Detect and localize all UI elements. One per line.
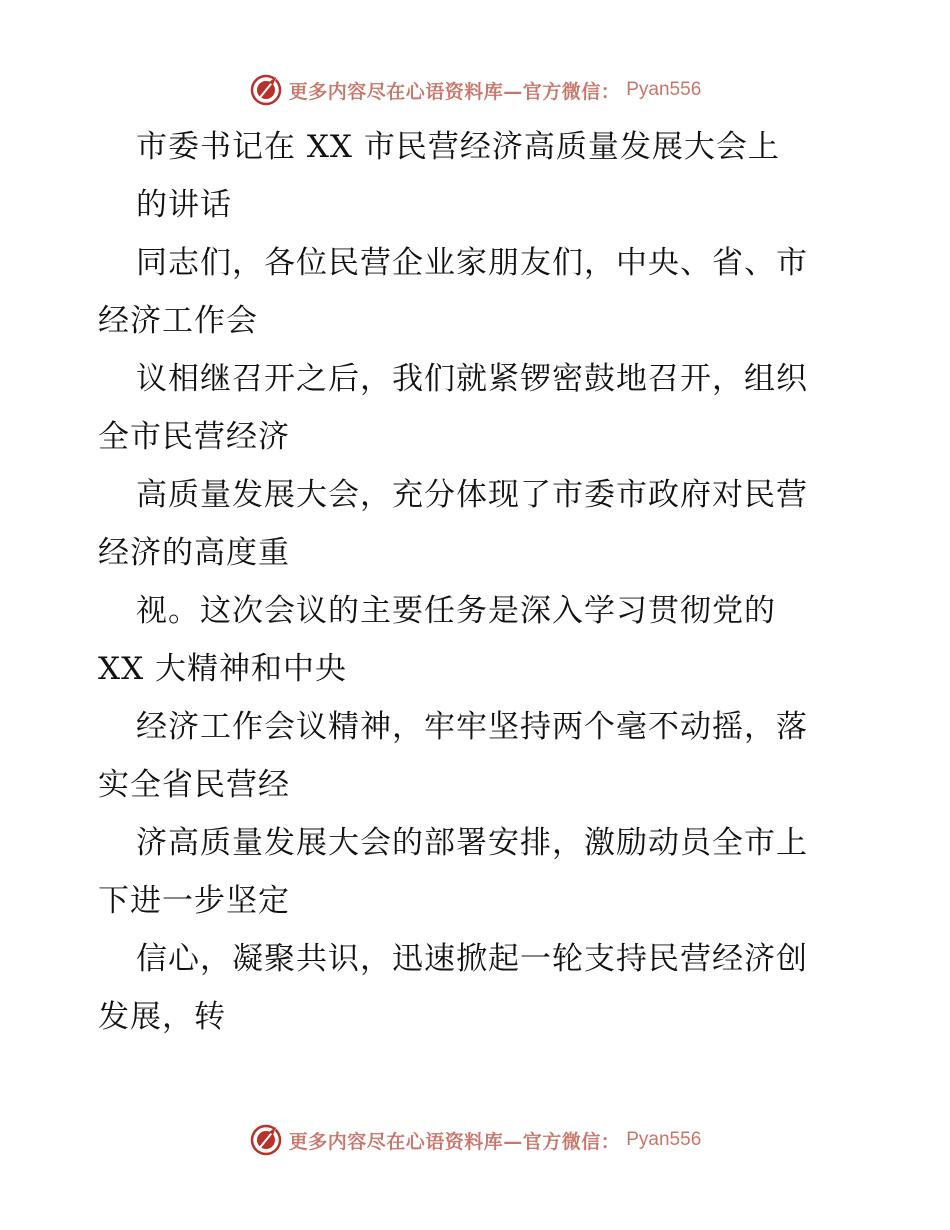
header-banner [0,70,950,110]
header-banner-text: 更多内容尽在心语资料库—官方微信： [288,80,621,103]
quill-logo-icon [249,1123,283,1157]
document-line: 经济工作会议精神，牢牢坚持两个毫不动摇，落 [136,709,808,745]
document-line: XX 大精神和中央 [98,651,347,687]
footer-banner [0,1120,950,1160]
document-line: 下进一步坚定 [98,883,290,919]
document-line: 经济工作会 [98,303,258,339]
document-line: 市委书记在 XX 市民营经济高质量发展大会上 [136,129,780,165]
document-line: 全市民营经济 [98,419,290,455]
document-line: 同志们，各位民营企业家朋友们，中央、省、市 [136,245,808,281]
document-line: 实全省民营经 [98,767,290,803]
document-line: 经济的高度重 [98,535,290,571]
footer-banner-text: 更多内容尽在心语资料库—官方微信： [288,1130,621,1153]
document-line: 发展，转 [98,999,226,1035]
document-line: 信心，凝聚共识，迅速掀起一轮支持民营经济创 [136,941,808,977]
document-line: 高质量发展大会，充分体现了市委市政府对民营 [136,477,808,513]
footer-banner-wechat-id: Pyan556 [626,1129,702,1150]
document-line: 视。这次会议的主要任务是深入学习贯彻党的 [136,593,776,629]
quill-logo-icon [249,73,283,107]
document-line: 议相继召开之后，我们就紧锣密鼓地召开，组织 [136,361,808,397]
header-banner-wechat-id: Pyan556 [626,79,702,100]
document-line: 的讲话 [136,187,232,223]
document-line: 济高质量发展大会的部署安排，激励动员全市上 [136,825,808,861]
document-body [98,118,868,1046]
